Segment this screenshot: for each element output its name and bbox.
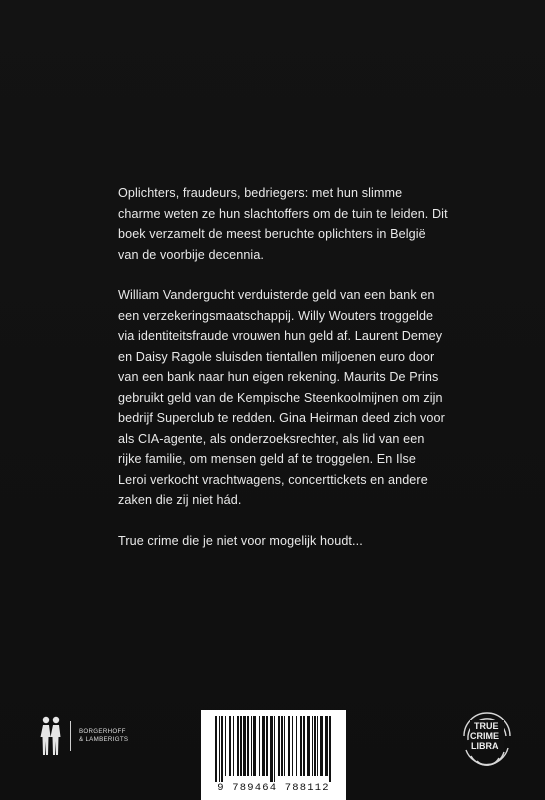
barcode-bar bbox=[312, 716, 313, 776]
barcode-bar bbox=[247, 716, 249, 776]
publisher-name-line-1: BORGERHOFF bbox=[79, 728, 126, 735]
blurb-paragraph-2: William Vandergucht verduisterde geld van een bank en een verzekeringsmaatschappij. Willy Wouters troggelde via identiteitsfraude vrouwen hun geld af. Laurent Demey en Daisy Ragole sluisden tientallen miljoenen euro door van een bank naar hun eigen rekening. Maurits De Prins gebruikt geld van de Kempische Steenkoolmijnen om zijn bedrijf Superclub te redden. Gina Heirman deed zich voor als CIA-agente, als onderzoeksrechter, als lid van een rijke familie, om mensen geld af te troggelen. En Ilse Leroi verkocht vrachtwagens, concerttickets en andere zaken die zij niet hád. bbox=[118, 288, 445, 507]
barcode-bars bbox=[201, 710, 346, 782]
barcode-bar bbox=[329, 716, 331, 782]
barcode-bar bbox=[225, 716, 226, 776]
blurb-paragraph-3: True crime die je niet voor mogelijk houdt... bbox=[118, 533, 363, 548]
barcode-bar bbox=[317, 716, 318, 776]
barcode-bar bbox=[221, 716, 223, 782]
barcode-bar bbox=[292, 716, 293, 776]
barcode-bar bbox=[243, 716, 246, 776]
publisher-name bbox=[79, 728, 128, 744]
publisher-name-line-2: & LAMBERIGTS bbox=[79, 736, 129, 743]
barcode-bar bbox=[259, 716, 260, 776]
barcode-bar bbox=[278, 716, 280, 776]
barcode-bar bbox=[237, 716, 239, 776]
blurb-text bbox=[118, 183, 448, 571]
barcode-bar bbox=[253, 716, 256, 776]
barcode-bar bbox=[240, 716, 242, 776]
isbn-barcode bbox=[201, 710, 346, 800]
barcode-bar bbox=[266, 716, 268, 776]
logo-word-3: LIBRA bbox=[471, 741, 499, 751]
barcode-bar bbox=[325, 716, 328, 776]
logo-word-2: CRIME bbox=[470, 731, 499, 741]
barcode-bar bbox=[262, 716, 265, 776]
two-figures-icon bbox=[38, 714, 64, 758]
barcode-bar bbox=[233, 716, 234, 776]
barcode-bar bbox=[219, 716, 220, 782]
barcode-bar bbox=[274, 716, 275, 782]
barcode-bar bbox=[314, 716, 316, 776]
isbn-number: 9 789464 788112 bbox=[217, 782, 330, 794]
barcode-bar bbox=[270, 716, 273, 782]
blurb-paragraph-1: Oplichters, fraudeurs, bedriegers: met hun slimme charme weten ze hun slachtoffers om de tuin te leiden. Dit boek verzamelt de meest beruchte oplichters in België van de voorbije decennia. bbox=[118, 186, 448, 262]
barcode-bar bbox=[307, 716, 310, 776]
barcode-bar bbox=[300, 716, 302, 776]
barcode-bar bbox=[320, 716, 323, 776]
barcode-bar bbox=[281, 716, 283, 776]
publisher-divider bbox=[70, 721, 71, 751]
barcode-bar bbox=[251, 716, 252, 776]
publisher-logo bbox=[38, 712, 128, 760]
true-crime-library-logo bbox=[458, 706, 516, 766]
logo-word-1: TRUE bbox=[474, 721, 499, 731]
barcode-bar bbox=[303, 716, 305, 776]
barcode-bar bbox=[284, 716, 285, 776]
barcode-bar bbox=[215, 716, 217, 782]
barcode-bar bbox=[296, 716, 297, 776]
barcode-bar bbox=[288, 716, 290, 776]
barcode-bar bbox=[229, 716, 231, 776]
